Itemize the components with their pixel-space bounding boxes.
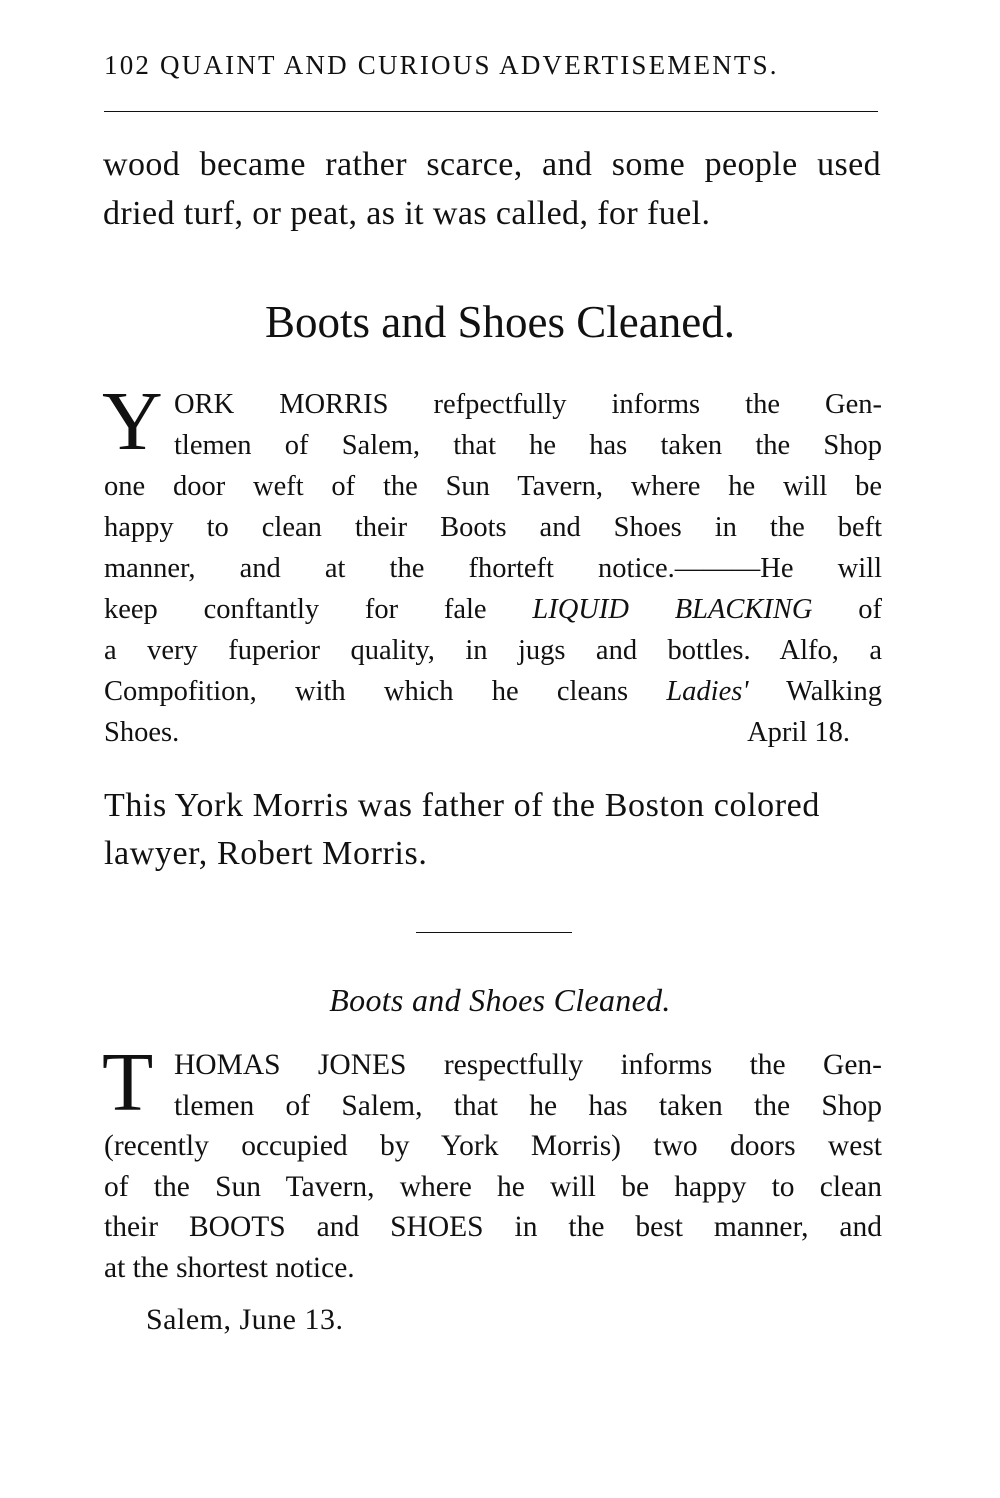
ad-line: a very fuperior quality, in jugs and bottles. Alfo, a: [104, 635, 882, 666]
ad-line: tlemen of Salem, that he has taken the Shop: [174, 430, 882, 461]
ad-line: one door weft of the Sun Tavern, where he will be: [104, 471, 882, 502]
ad-line-segment: Compofition, with which he cleans: [104, 676, 629, 707]
ad-closing-line: [104, 712, 882, 753]
ad-closing-word: Shoes.: [104, 717, 180, 748]
ad-line: ORK MORRIS refpectfully informs the Gen-: [174, 389, 882, 420]
ad-line: [104, 671, 882, 712]
ad-line: their BOOTS and SHOES in the best manner, and: [104, 1211, 882, 1243]
ad-line: manner, and at the fhorteft notice.———He will: [104, 553, 882, 584]
drop-cap: T: [102, 1036, 154, 1129]
advertisement-thomas-jones: [102, 1036, 882, 1288]
advertisement-york-morris: [102, 375, 882, 753]
advertisement-title-italic: Boots and Shoes Cleaned.: [329, 982, 671, 1018]
ad-line: tlemen of Salem, that he has taken the Shop: [174, 1089, 882, 1122]
ad-line: of the Sun Tavern, where he will be happy to clean: [104, 1170, 882, 1203]
opening-paragraph: wood became rather scarce, and some people used dried turf, or peat, as it was called, for fuel.: [103, 146, 881, 232]
editorial-note: This York Morris was father of the Boston colored lawyer, Robert Morris.: [104, 787, 820, 872]
running-head: 102 QUAINT AND CURIOUS ADVERTISEMENTS.: [104, 50, 779, 80]
ad-line: [104, 589, 882, 630]
ad-line-segment: keep conftantly for fale: [104, 594, 487, 625]
ad-line: at the shortest notice.: [104, 1251, 355, 1284]
liquid-blacking-italic: LIQUID BLACKING: [532, 594, 813, 625]
ad-date: April 18.: [747, 717, 850, 748]
section-divider: [416, 932, 572, 933]
advertisement-title: Boots and Shoes Cleaned.: [265, 297, 735, 347]
ad-line: happy to clean their Boots and Shoes in the beft: [104, 512, 882, 543]
signoff: Salem, June 13.: [146, 1303, 344, 1336]
drop-cap: Y: [102, 375, 163, 468]
header-rule: [104, 111, 878, 112]
ad-line-segment: of: [858, 594, 882, 625]
ad-line-segment: Walking: [786, 676, 882, 707]
ladies-italic: Ladies': [666, 676, 749, 707]
ad-line: (recently occupied by York Morris) two doors west: [104, 1130, 882, 1162]
ad-line: HOMAS JONES respectfully informs the Gen-: [174, 1049, 882, 1081]
